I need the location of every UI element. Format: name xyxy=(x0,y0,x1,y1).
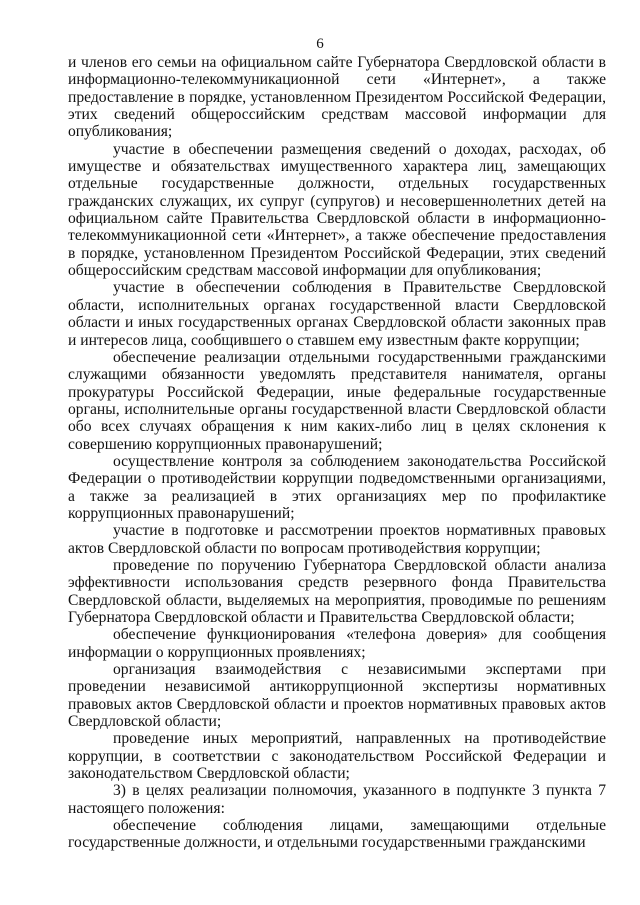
paragraph: организация взаимодействия с независимыми экспертами при проведении независимой антикоррупционной экспертизы нормативных правовых актов Свердловской области и проектов нормативных правовых актов Свердловской области; xyxy=(68,661,606,731)
paragraph: обеспечение реализации отдельными государственными гражданскими служащими обязанности уведомлять представителя нанимателя, органы прокуратуры Российской Федерации, иные федеральные государственные органы, исполнительные органы государственной власти Свердловской области обо всех случаях обращения к ним каких-либо лиц в целях склонения к совершению коррупционных правонарушений; xyxy=(68,348,606,453)
paragraph: осуществление контроля за соблюдением законодательства Российской Федерации о противодействии коррупции подведомственными организациями, а также за реализацией в этих организациях мер по профилактике коррупционных правонарушений; xyxy=(68,452,606,522)
paragraph: проведение иных мероприятий, направленных на противодействие коррупции, в соответствии с законодательством Российской Федерации и законодательством Свердловской области; xyxy=(68,730,606,783)
paragraph: участие в обеспечении соблюдения в Правительстве Свердловской области, исполнительных органах государственной власти Свердловской области и иных государственных органах Свердловской области законных прав и интересов лица, сообщившего о ставшем ему известным факте коррупции; xyxy=(68,279,606,349)
paragraph: проведение по поручению Губернатора Свердловской области анализа эффективности использования средств резервного фонда Правительства Свердловской области, выделяемых на мероприятия, проводимые по решениям Губернатора Свердловской области и Правительства Свердловской области; xyxy=(68,556,606,626)
paragraph: участие в подготовке и рассмотрении проектов нормативных правовых актов Свердловской области по вопросам противодействия коррупции; xyxy=(68,522,606,557)
paragraph-continuation: и членов его семьи на официальном сайте Губернатора Свердловской области в информационно-телекоммуникационной сети «Интернет», а также предоставление в порядке, установленном Президентом Российской Федерации, этих сведений общероссийским средствам массовой информации для опубликования; xyxy=(68,54,606,141)
paragraph: обеспечение функционирования «телефона доверия» для сообщения информации о коррупционных проявлениях; xyxy=(68,626,606,661)
page-number: 6 xyxy=(316,36,324,52)
document-body xyxy=(68,54,606,852)
paragraph: участие в обеспечении размещения сведений о доходах, расходах, об имуществе и обязательствах имущественного характера лиц, замещающих отдельные государственные должности, отдельных государственных гражданских служащих, их супруг (супругов) и несовершеннолетних детей на официальном сайте Правительства Свердловской области в информационно-телекоммуникационной сети «Интернет», а также обеспечение предоставления в порядке, установленном Президентом Российской Федерации, этих сведений общероссийским средствам массовой информации для опубликования; xyxy=(68,140,606,280)
paragraph-subpoint: 3) в целях реализации полномочия, указанного в подпункте 3 пункта 7 настоящего положения: xyxy=(68,782,606,817)
paragraph: обеспечение соблюдения лицами, замещающими отдельные государственные должности, и отдельными государственными гражданскими xyxy=(68,817,606,852)
